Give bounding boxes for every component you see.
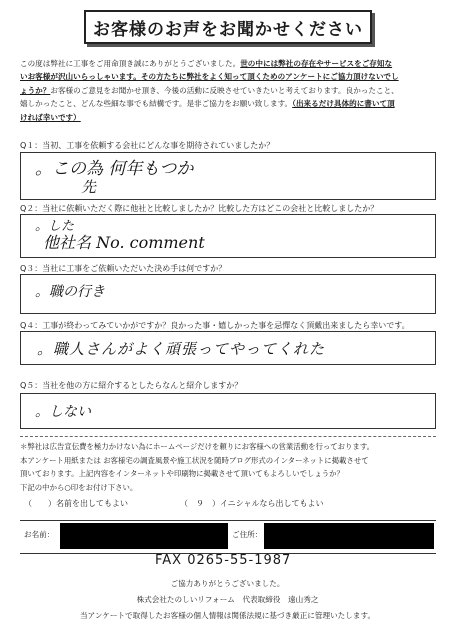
question-1-label: Q１：当初、工事を依頼する会社にどんな事を期待されていましたか？ [20, 141, 275, 150]
question-3-label: Q３：当社に工事をご依頼いただいた決め手は何ですか？ [20, 264, 227, 273]
option-initials-mark[interactable]: （ ９ ） [180, 499, 220, 508]
page-title: お客様のお声をお聞かせください [84, 10, 372, 44]
option-initials[interactable] [180, 498, 324, 509]
address-label: ご住所： [232, 530, 263, 539]
notes-line-2: 本アンケート用紙または お客様宅の調査風景や施工状況を随時ブログ形式のインターネットに掲載させて [20, 455, 369, 465]
name-redaction [60, 523, 228, 549]
question-2-answer-line-1: 。した [35, 219, 75, 234]
question-3-answer-line-1: 。職の行き [35, 284, 105, 300]
divider [20, 436, 436, 437]
question-2-answer-line-2: 他社名 No. comment [43, 233, 205, 252]
question-5-label: Q５：当社を他の方に紹介するとしたらなんと紹介しますか？ [20, 381, 243, 390]
question-2-label: Q２：当社に依頼いただく際に他社と比較しましたか？比較した方はどこの会社と比較しましたか？ [20, 204, 379, 213]
question-5-answer-box[interactable] [20, 393, 436, 429]
company-line: 株式会社たのしいリフォーム 代表取締役 遠山秀之 [136, 595, 319, 604]
question-4-answer-box[interactable] [20, 331, 436, 365]
fax-number: FAX 0265-55-1987 [155, 553, 292, 568]
thanks-text: ご協力ありがとうございました。 [170, 579, 285, 588]
notes-line-3: 頂いております。上記内容をインターネットや印刷物に掲載させて頂いてもよろしいでしょうか？ [20, 469, 344, 479]
question-1-answer-line-1: 。この為 何年もつか [35, 159, 194, 179]
question-4-label: Q４：工事が終わってみていかがですか？良かった事・嬉しかった事を忌憚なく頂戴出来ましたら幸いです。 [20, 321, 410, 330]
notes-line-1: ＊弊社は広告宣伝費を極力かけない為にホームページだけを頼りにお客様への営業活動を行っております。 [20, 442, 375, 451]
notes-block [20, 440, 440, 494]
contact-row [20, 520, 436, 554]
question-5-answer-line-1: 。しない [35, 404, 91, 420]
option-full-name[interactable] [24, 498, 128, 509]
question-3-answer-box[interactable] [20, 274, 436, 314]
option-initials-label: イニシャルなら出してもよい [220, 499, 324, 508]
question-4-answer-line-1: 。職人さんがよく頑張ってやってくれた [37, 340, 326, 358]
question-1-answer-line-2: 先 [81, 178, 97, 196]
question-1-answer-box[interactable] [20, 152, 436, 200]
address-redaction [264, 523, 434, 549]
privacy-notice: 当アンケートで取得したお客様の個人情報は関係法規に基づき厳正に管理いたします。 [79, 611, 376, 620]
option-full-name-label: 名前を出してもよい [56, 499, 128, 508]
option-full-name-mark[interactable]: （ ） [24, 499, 56, 508]
notes-line-4: 下記の中から○印をお付け下さい。 [20, 482, 138, 492]
question-2-answer-box[interactable] [20, 214, 436, 258]
name-label: お名前： [24, 530, 55, 539]
intro-text: この度は弊社に工事をご用命頂き誠にありがとうございました。世の中には弊社の存在やサービスをご存知な いお客様が沢山いらっしゃいます。その方たちに弊社をよく知って頂くためのアンケートにご協力頂けないでし ょうか？お客様のご意見をお聞かせ頂き、今後の活動に反映させていきたいと考えております。良かったこと、 嬉しかったこと、どんな些細な事でも結構です。是非ご協力をお願い致します。（出来るだけ具体的に書いて頂 ければ幸いです） [20, 59, 399, 122]
